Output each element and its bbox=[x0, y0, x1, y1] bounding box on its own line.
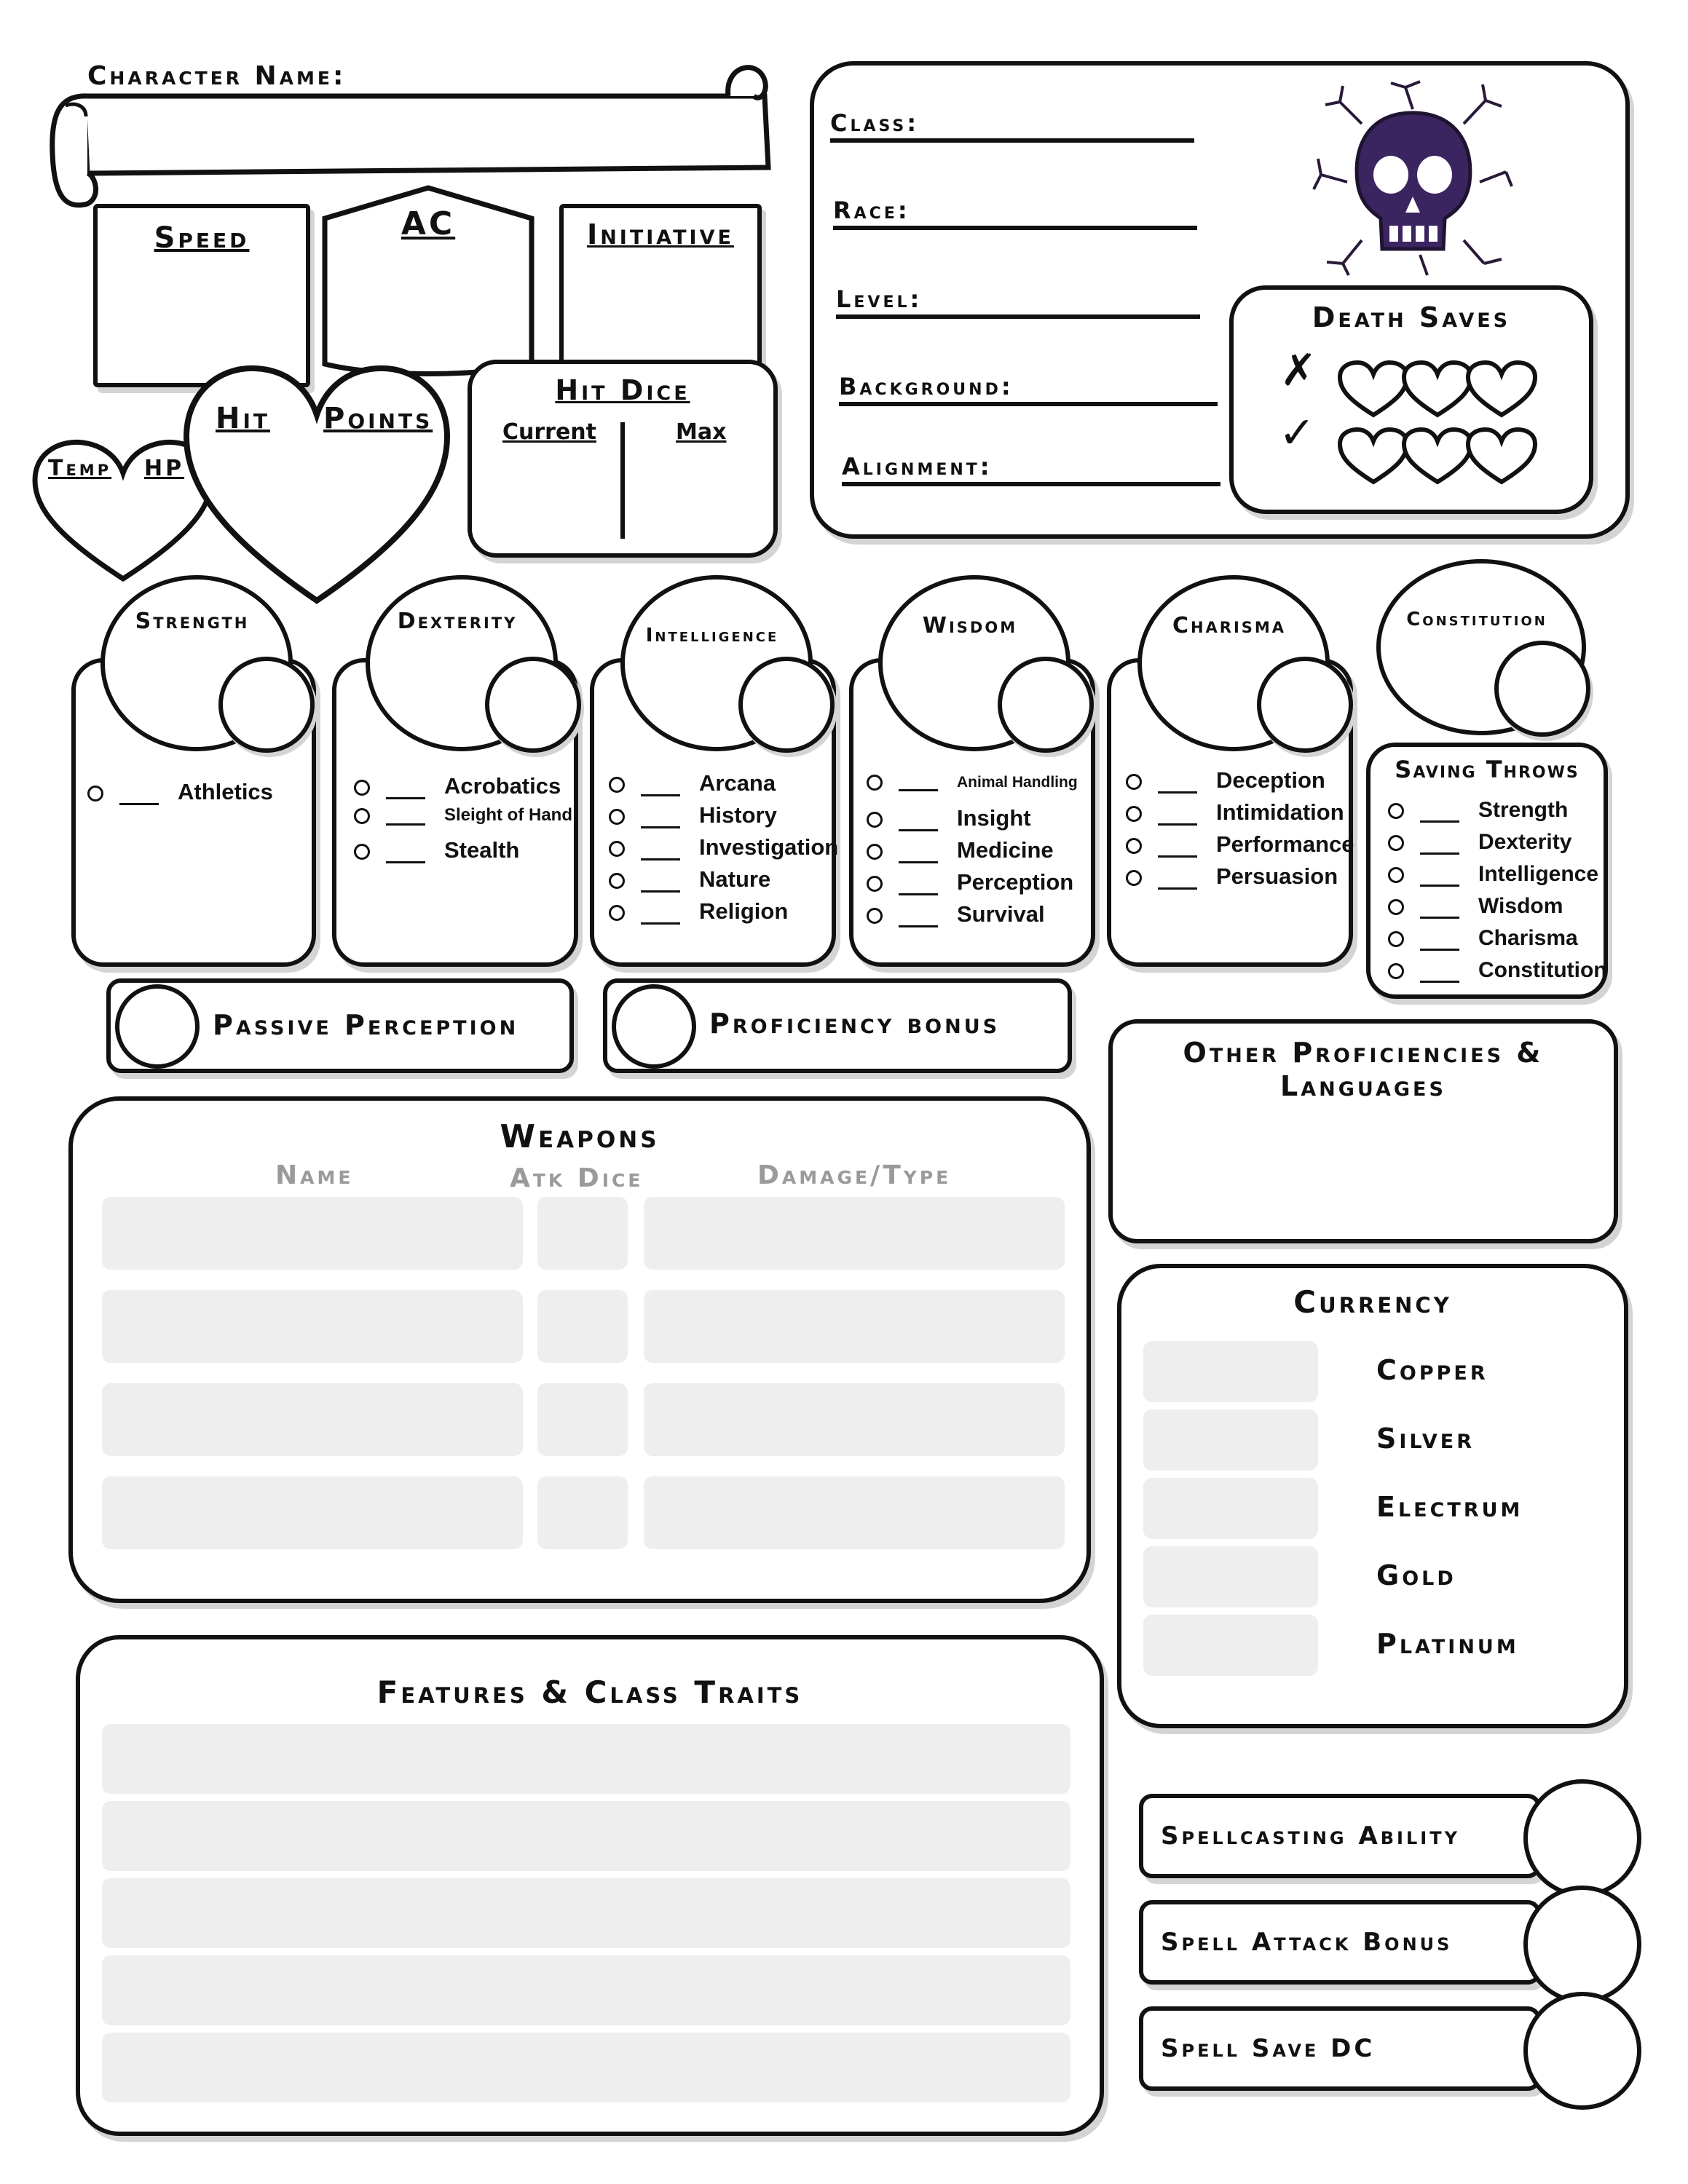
death-fail-heart[interactable] bbox=[1337, 360, 1410, 418]
info-field-line bbox=[842, 482, 1220, 486]
skill-row[interactable] bbox=[1126, 767, 1325, 794]
saving-throw-blank[interactable] bbox=[1420, 804, 1459, 823]
weapons-col-atk: Atk Dice bbox=[510, 1163, 644, 1193]
spell-stat-label: Spell Save DC bbox=[1161, 2034, 1376, 2063]
proficiency-radio[interactable] bbox=[609, 809, 625, 825]
ac-input[interactable] bbox=[342, 262, 517, 364]
saving-throws-box bbox=[1366, 743, 1608, 999]
weapon-damage-input[interactable] bbox=[644, 1383, 1065, 1456]
skill-bonus-blank[interactable] bbox=[386, 781, 425, 799]
proficiency-radio[interactable] bbox=[867, 775, 883, 791]
currency-input[interactable] bbox=[1143, 1341, 1318, 1402]
skill-bonus-blank[interactable] bbox=[641, 906, 680, 925]
info-field-input[interactable] bbox=[1022, 192, 1197, 224]
skill-label: Stealth bbox=[444, 837, 520, 863]
weapon-atk-input[interactable] bbox=[537, 1476, 628, 1549]
passive-perception-box bbox=[106, 978, 574, 1073]
proficiency-radio[interactable] bbox=[867, 876, 883, 892]
info-field-input[interactable] bbox=[1028, 368, 1218, 400]
skill-bonus-blank[interactable] bbox=[1158, 807, 1197, 826]
skill-row[interactable] bbox=[867, 773, 1078, 791]
skill-label: Nature bbox=[699, 866, 771, 892]
proficiency-radio[interactable] bbox=[867, 908, 883, 924]
info-field-input[interactable] bbox=[1031, 448, 1220, 480]
info-field-line bbox=[833, 226, 1197, 230]
speed-label: Speed bbox=[154, 221, 250, 255]
hit-dice-divider bbox=[620, 422, 625, 539]
other-proficiencies-box[interactable] bbox=[1108, 1019, 1618, 1243]
skill-label: Persuasion bbox=[1216, 863, 1338, 889]
proficiency-radio[interactable] bbox=[1126, 806, 1142, 822]
ac-label: AC bbox=[401, 205, 456, 242]
skill-label: Investigation bbox=[699, 834, 839, 860]
hit-points-heart[interactable] bbox=[182, 364, 451, 604]
character-name-label: Character Name: bbox=[87, 61, 347, 91]
info-field-label: Background: bbox=[839, 373, 1014, 400]
ability-name: Constitution bbox=[1406, 609, 1547, 630]
skill-label: Deception bbox=[1216, 767, 1325, 793]
feature-line[interactable] bbox=[102, 1724, 1070, 1794]
other-proficiencies-label-2: Languages bbox=[1280, 1070, 1446, 1102]
proficiency-radio[interactable] bbox=[867, 844, 883, 860]
proficiency-bonus-label: Proficiency bonus bbox=[709, 1008, 1001, 1040]
saving-throw-row[interactable] bbox=[1388, 894, 1563, 919]
ability-name: Strength bbox=[135, 609, 250, 634]
saving-throw-blank[interactable] bbox=[1420, 933, 1459, 951]
proficiency-radio[interactable] bbox=[354, 844, 370, 860]
saving-throw-label: Wisdom bbox=[1478, 894, 1563, 918]
weapon-name-input[interactable] bbox=[102, 1197, 523, 1270]
saving-throw-radio[interactable] bbox=[1388, 803, 1404, 819]
saving-throw-label: Dexterity bbox=[1478, 830, 1572, 854]
skill-row[interactable] bbox=[354, 805, 572, 826]
proficiency-radio[interactable] bbox=[354, 808, 370, 824]
spell-stat-input[interactable] bbox=[1523, 1779, 1641, 1897]
currency-input[interactable] bbox=[1143, 1478, 1318, 1539]
proficiency-radio[interactable] bbox=[609, 873, 625, 889]
weapon-damage-input[interactable] bbox=[644, 1476, 1065, 1549]
skill-bonus-blank[interactable] bbox=[386, 845, 425, 863]
saving-throw-label: Intelligence bbox=[1478, 862, 1599, 886]
spell-stat-label: Spell Attack Bonus bbox=[1161, 1928, 1453, 1957]
currency-input[interactable] bbox=[1143, 1409, 1318, 1471]
skill-row[interactable] bbox=[867, 901, 1045, 927]
death-fail-mark: ✗ bbox=[1280, 345, 1317, 396]
ability-name: Intelligence bbox=[645, 625, 779, 646]
death-success-heart[interactable] bbox=[1401, 427, 1474, 485]
info-field-label: Level: bbox=[836, 285, 923, 313]
hit-dice-current-label: Current bbox=[502, 419, 597, 445]
spell-stat-box bbox=[1139, 1900, 1541, 1985]
weapon-damage-input[interactable] bbox=[644, 1197, 1065, 1270]
saving-throw-radio[interactable] bbox=[1388, 963, 1404, 979]
saving-throw-radio[interactable] bbox=[1388, 931, 1404, 947]
hit-dice-title: Hit Dice bbox=[555, 374, 690, 406]
weapon-name-input[interactable] bbox=[102, 1476, 523, 1549]
info-field-line bbox=[839, 402, 1218, 406]
weapon-atk-input[interactable] bbox=[537, 1197, 628, 1270]
death-fail-heart[interactable] bbox=[1465, 360, 1538, 418]
skill-bonus-blank[interactable] bbox=[1158, 775, 1197, 794]
death-success-mark: ✓ bbox=[1279, 408, 1316, 459]
weapons-title: Weapons bbox=[500, 1118, 660, 1155]
skill-label: Insight bbox=[957, 805, 1031, 831]
skill-label: Religion bbox=[699, 898, 789, 924]
skill-row[interactable] bbox=[609, 898, 788, 925]
skill-row[interactable] bbox=[867, 837, 1054, 863]
info-field-line bbox=[830, 138, 1194, 143]
ability-modifier-input[interactable] bbox=[218, 657, 315, 753]
proficiency-radio[interactable] bbox=[1126, 870, 1142, 886]
skill-row[interactable] bbox=[1126, 831, 1354, 858]
skill-row[interactable] bbox=[87, 779, 273, 805]
skill-bonus-blank[interactable] bbox=[641, 874, 680, 893]
hit-label: Hit bbox=[216, 402, 270, 435]
initiative-box[interactable] bbox=[559, 204, 762, 365]
currency-title: Currency bbox=[1293, 1284, 1452, 1320]
saving-throw-blank[interactable] bbox=[1420, 836, 1459, 855]
spell-stat-box bbox=[1139, 1794, 1541, 1878]
saving-throw-radio[interactable] bbox=[1388, 867, 1404, 883]
proficiency-bonus-input[interactable] bbox=[612, 984, 696, 1069]
proficiency-radio[interactable] bbox=[609, 841, 625, 857]
temp-label: Temp bbox=[48, 456, 112, 481]
hit-dice-max-label: Max bbox=[676, 419, 727, 445]
skill-bonus-blank[interactable] bbox=[899, 877, 938, 895]
skill-row[interactable] bbox=[867, 869, 1073, 895]
ability-modifier-input[interactable] bbox=[485, 657, 581, 753]
skill-bonus-blank[interactable] bbox=[641, 810, 680, 828]
saving-throw-blank[interactable] bbox=[1420, 869, 1459, 887]
skill-label: Sleight of Hand bbox=[444, 805, 572, 825]
info-field-input[interactable] bbox=[1019, 105, 1194, 137]
skill-bonus-blank[interactable] bbox=[386, 807, 425, 826]
skill-label: Acrobatics bbox=[444, 773, 561, 799]
info-field-label: Alignment: bbox=[842, 453, 993, 480]
ability-name: Charisma bbox=[1172, 613, 1287, 638]
skill-bonus-blank[interactable] bbox=[641, 842, 680, 860]
saving-throw-row[interactable] bbox=[1388, 958, 1607, 983]
currency-label: Electrum bbox=[1376, 1491, 1523, 1523]
skill-row[interactable] bbox=[609, 834, 838, 860]
points-label: Points bbox=[323, 402, 433, 435]
death-fail-heart[interactable] bbox=[1401, 360, 1474, 418]
saving-throw-row[interactable] bbox=[1388, 862, 1598, 887]
skill-row[interactable] bbox=[609, 770, 776, 796]
saving-throw-label: Charisma bbox=[1478, 926, 1578, 950]
skill-label: Athletics bbox=[178, 779, 273, 804]
saving-throw-blank[interactable] bbox=[1420, 965, 1459, 983]
saving-throw-row[interactable] bbox=[1388, 830, 1571, 855]
ability-modifier-input[interactable] bbox=[1494, 641, 1590, 737]
skill-row[interactable] bbox=[1126, 799, 1344, 826]
weapons-col-damage: Damage/Type bbox=[757, 1160, 952, 1190]
feature-line[interactable] bbox=[102, 2033, 1070, 2102]
proficiency-radio[interactable] bbox=[609, 905, 625, 921]
skill-bonus-blank[interactable] bbox=[899, 845, 938, 863]
skill-label: Intimidation bbox=[1216, 799, 1344, 825]
proficiency-bonus-box bbox=[603, 978, 1072, 1073]
info-field-label: Class: bbox=[830, 109, 920, 137]
skill-row[interactable] bbox=[354, 837, 519, 863]
saving-throws-title: Saving Throws bbox=[1395, 756, 1579, 783]
skill-row[interactable] bbox=[1126, 863, 1338, 890]
info-field-label: Race: bbox=[833, 197, 910, 224]
proficiency-radio[interactable] bbox=[867, 812, 883, 828]
proficiency-radio[interactable] bbox=[1126, 838, 1142, 854]
weapon-atk-input[interactable] bbox=[537, 1290, 628, 1363]
features-title: Features & Class Traits bbox=[376, 1674, 803, 1710]
weapon-name-input[interactable] bbox=[102, 1290, 523, 1363]
saving-throw-blank[interactable] bbox=[1420, 901, 1459, 919]
skill-label: Performance bbox=[1216, 831, 1354, 857]
currency-input[interactable] bbox=[1143, 1546, 1318, 1607]
skill-row[interactable] bbox=[354, 773, 561, 799]
death-success-heart[interactable] bbox=[1465, 427, 1538, 485]
skill-label: History bbox=[699, 802, 777, 828]
skill-bonus-blank[interactable] bbox=[641, 778, 680, 796]
skill-label: Animal Handling bbox=[957, 774, 1078, 791]
skill-row[interactable] bbox=[609, 866, 770, 893]
ability-name: Dexterity bbox=[397, 609, 518, 634]
saving-throw-row[interactable] bbox=[1388, 926, 1578, 951]
hit-dice-box bbox=[468, 360, 778, 558]
currency-label: Platinum bbox=[1376, 1628, 1519, 1660]
currency-label: Gold bbox=[1376, 1559, 1456, 1591]
saving-throw-label: Strength bbox=[1478, 798, 1569, 822]
skill-bonus-blank[interactable] bbox=[899, 909, 938, 927]
hp-label: HP bbox=[144, 456, 185, 481]
skull-icon bbox=[1311, 80, 1515, 277]
currency-label: Copper bbox=[1376, 1354, 1488, 1386]
skill-row[interactable] bbox=[609, 802, 777, 828]
skill-label: Arcana bbox=[699, 770, 776, 796]
speed-box[interactable] bbox=[93, 204, 310, 387]
skill-label: Medicine bbox=[957, 837, 1054, 863]
ability-modifier-input[interactable] bbox=[998, 657, 1094, 753]
hit-dice-max-input[interactable] bbox=[635, 451, 759, 531]
weapon-atk-input[interactable] bbox=[537, 1383, 628, 1456]
feature-line[interactable] bbox=[102, 1955, 1070, 2025]
saving-throw-radio[interactable] bbox=[1388, 835, 1404, 851]
currency-label: Silver bbox=[1376, 1423, 1475, 1455]
weapons-col-name: Name bbox=[275, 1160, 354, 1190]
death-success-heart[interactable] bbox=[1337, 427, 1410, 485]
proficiency-radio[interactable] bbox=[609, 777, 625, 793]
ability-modifier-input[interactable] bbox=[738, 657, 835, 753]
skill-bonus-blank[interactable] bbox=[1158, 871, 1197, 890]
spell-stat-input[interactable] bbox=[1523, 1886, 1641, 2003]
weapon-name-input[interactable] bbox=[102, 1383, 523, 1456]
death-saves-box bbox=[1229, 285, 1593, 514]
currency-input[interactable] bbox=[1143, 1615, 1318, 1676]
skill-bonus-blank[interactable] bbox=[1158, 839, 1197, 858]
spell-stat-label: Spellcasting Ability bbox=[1161, 1821, 1460, 1851]
initiative-label: Initiative bbox=[587, 218, 734, 250]
saving-throw-label: Constitution bbox=[1478, 958, 1607, 982]
saving-throw-radio[interactable] bbox=[1388, 899, 1404, 915]
skill-bonus-blank[interactable] bbox=[119, 787, 159, 805]
ability-modifier-input[interactable] bbox=[1257, 657, 1353, 753]
skill-label: Survival bbox=[957, 901, 1045, 927]
skill-bonus-blank[interactable] bbox=[899, 773, 938, 791]
skill-bonus-blank[interactable] bbox=[899, 813, 938, 831]
spell-stat-input[interactable] bbox=[1523, 1992, 1641, 2110]
proficiency-radio[interactable] bbox=[87, 786, 103, 802]
ability-name: Wisdom bbox=[922, 613, 1018, 638]
skill-row[interactable] bbox=[867, 805, 1031, 831]
feature-line[interactable] bbox=[102, 1801, 1070, 1871]
hit-dice-current-input[interactable] bbox=[486, 451, 610, 531]
proficiency-radio[interactable] bbox=[1126, 774, 1142, 790]
weapon-damage-input[interactable] bbox=[644, 1290, 1065, 1363]
death-saves-title: Death Saves bbox=[1312, 301, 1511, 333]
spell-stat-box bbox=[1139, 2006, 1541, 2091]
info-field-input[interactable] bbox=[1025, 281, 1200, 313]
info-field-line bbox=[836, 314, 1200, 319]
passive-perception-input[interactable] bbox=[115, 984, 200, 1069]
character-name-input[interactable] bbox=[95, 102, 750, 167]
other-proficiencies-label-1: Other Proficiencies & bbox=[1183, 1037, 1544, 1069]
saving-throw-row[interactable] bbox=[1388, 798, 1568, 823]
proficiency-radio[interactable] bbox=[354, 780, 370, 796]
passive-perception-label: Passive Perception bbox=[213, 1009, 519, 1041]
feature-line[interactable] bbox=[102, 1878, 1070, 1948]
skill-label: Perception bbox=[957, 869, 1074, 895]
